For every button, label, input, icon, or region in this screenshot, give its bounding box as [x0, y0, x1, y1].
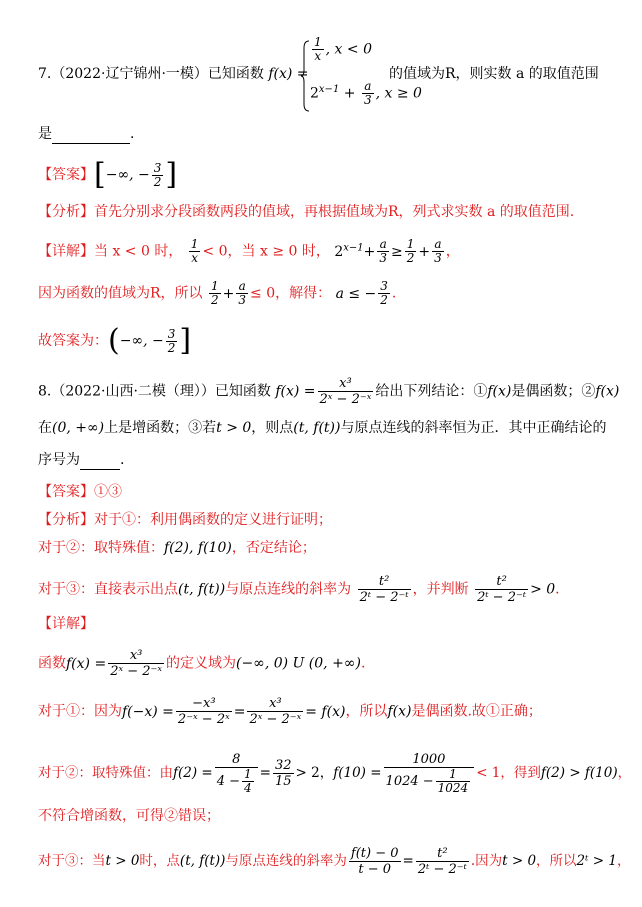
q7-source: （2022·辽宁锦州·一模） [51, 66, 208, 82]
q8-even-b: f(−x) = [122, 703, 174, 720]
q8-slope-d: (t, f(t)) [179, 853, 226, 869]
q7-stem-line1 [38, 64, 309, 84]
q7-case2-base: 2 [310, 85, 319, 102]
q8-inc-b: f(2) = [173, 765, 213, 781]
q8-stem-b: 给出下列结论：① [375, 383, 488, 400]
q8-slope-g: t > 0 [502, 853, 537, 869]
q8-inc-den3a: 1024 − [385, 774, 434, 789]
q8-stem-b3: 是偶函数；② [511, 383, 596, 400]
q7-half-num: 1 [211, 279, 219, 293]
q8-slope-den1: t − 0 [349, 861, 401, 877]
q8-even-den1: 2⁻ˣ − 2ˣ [177, 712, 230, 727]
q8-inc-den1a: 4 − [216, 774, 241, 789]
q7-line2-end: . [391, 285, 397, 302]
q8-inc-den1-num: 1 [244, 767, 252, 781]
q8-den-t-b: 2ᵗ − 2⁻ᵗ [477, 590, 527, 605]
q8-domain-end: . [360, 655, 366, 672]
q8-inc-den1-den: 4 [244, 781, 252, 795]
q7-detail-line2: 因为函数的值域为R，所以 $\frac{1}{2}$ + $\frac{a}{3}$ ≤ 0，解得： a ≤ − $\frac{3}{2}$ . [38, 279, 397, 307]
q8-analysis-3d: ，并判断 [412, 581, 469, 598]
q7-detail-end: ， [445, 243, 460, 260]
q8-analysis-3end: . [555, 581, 560, 598]
q8-stem-b2: f(x) [487, 383, 512, 400]
q8-analysis-line1 [38, 510, 332, 530]
q8-even-a: 对于①：因为 [38, 703, 122, 720]
q8-inc-num3: 1000 [412, 752, 446, 767]
q8-inc-line2: 不符合增函数，可得②错误； [38, 808, 220, 824]
q8-line2-a: 在 [38, 420, 52, 436]
q8-slope-e: 与原点连线的斜率为 [225, 853, 347, 869]
q8-analysis-3b: (t, f(t)) [178, 581, 226, 598]
q7-fx: f(x) = [268, 66, 309, 82]
q7-detail-f: + [418, 243, 431, 260]
q8-inc-d: f(10) = [333, 765, 382, 781]
q8-even-d: ，所以 [345, 703, 388, 720]
q7-stem-line2 [38, 124, 134, 144]
q7-detail-d: + [363, 243, 376, 260]
q8-answer-label: 【答案】 [38, 484, 94, 500]
q8-analysis-2a: 对于②：取特殊值： [38, 540, 164, 556]
q7-case1-den: x [312, 49, 324, 63]
q8-inc-line [38, 752, 631, 795]
q8-source: （2022·山西·二模（理）） [51, 383, 215, 400]
q7-detail-line: 【详解】当 x < 0 时， $\frac{1}{x}$ < 0，当 x ≥ 0 时， $2^{x-1}+$ $\frac{a}{3}$ ≥ $\frac{1}{2}$ + $\frac{a}{3}$ ， [38, 237, 460, 266]
q7-stem-end: . [130, 126, 135, 142]
q8-inc-den2: 15 [274, 774, 292, 789]
q7-detail-c: 2 [334, 243, 344, 260]
q7-answer-interval: −∞, − [105, 167, 150, 183]
q8-frac-num: x³ [339, 376, 352, 391]
q8-analysis-1: 对于①：利用偶函数的定义进行证明； [94, 512, 332, 528]
q7-answer-line: 【答案】[−∞, − $\frac{3}{2}$ ] [38, 157, 178, 192]
q7-detail-e: ≥ [391, 243, 403, 260]
q8-inc-end: ， [617, 765, 632, 781]
q8-stem-a: 已知函数 [214, 383, 271, 400]
q8-slope-end: ， [616, 853, 631, 869]
q8-inc-c: > 2， [295, 765, 334, 781]
q8-even-num2: x³ [269, 696, 282, 711]
q8-analysis-label: 【分析】 [38, 512, 94, 528]
q7-line2-c: a ≤ − [335, 285, 377, 302]
q7-line2-a: 因为函数的值域为R，所以 [38, 285, 203, 302]
q8-even-e: f(x) [387, 703, 412, 720]
q8-analysis-3a: 对于③：直接表示出点 [38, 581, 178, 598]
q8-domain-b: f(x) = [66, 655, 107, 672]
q8-line2-c: 上是增函数；③若 [104, 420, 217, 436]
q7-detail-a: 当 x < 0 时， [94, 243, 183, 260]
q8-line2-f: (t, f(t)) [293, 420, 341, 436]
q7-case2-frac-den: 3 [363, 93, 372, 108]
q7-answer-blank [52, 143, 130, 144]
q7-final-label: 故答案为： [38, 333, 108, 349]
q8-even-c: = f(x) [305, 703, 346, 720]
q8-slope-h: ，所以 [536, 853, 577, 869]
q8-slope-line: 对于③：当t > 0时，点(t, f(t))与原点连线的斜率为 $\frac{f(t) - 0}{t - 0}$ = $\frac{\text{t²}}{\text{2ᵗ − 2⁻ᵗ}}$ .因为t > 0，所以2ᵗ > 1， [38, 846, 631, 877]
q8-answer-blank [80, 469, 120, 470]
q7-stem-b: 的值域为R，则实数 a 的取值范围 [389, 66, 599, 82]
q8-slope-i: 2ᵗ > 1 [576, 853, 617, 869]
q8-inc-eq: = [259, 765, 271, 781]
q8-domain-d: (−∞, 0) U (0, +∞) [235, 655, 361, 672]
q7-stem-c: 是 [38, 126, 52, 142]
q7-case1 [310, 36, 372, 63]
q8-even-f: 是偶函数.故①正确； [411, 703, 542, 720]
q8-line2-e: ，则点 [251, 420, 294, 436]
q8-line2-d: t > 0 [216, 420, 252, 436]
q8-inc-f: f(2) > f(10) [540, 765, 618, 781]
q8-line2-g: 与原点连线的斜率恒为正．其中正确结论的 [340, 420, 607, 436]
q8-inc-e: < 1，得到 [476, 765, 541, 781]
q8-slope-eq: = [402, 853, 414, 869]
q8-stem-line3 [38, 450, 124, 470]
q8-even-line [38, 696, 542, 727]
q8-slope-a: 对于③：当 [38, 853, 106, 869]
q8-analysis-line2 [38, 538, 316, 558]
q8-line3-end: . [120, 452, 125, 468]
q8-even-den2: 2ˣ − 2⁻ˣ [249, 712, 302, 727]
q8-inc-a: 对于②：取特殊值：由 [38, 765, 173, 781]
q8-answer-line [38, 482, 122, 502]
q8-stem-line1 [38, 376, 619, 407]
q7-detail-c-exp: x−1 [343, 242, 364, 253]
q8-domain-c: 的定义域为 [165, 655, 236, 672]
q8-stem-b4: f(x) [595, 383, 620, 400]
q8-slope-b: t > 0 [105, 853, 140, 869]
q8-line3-a: 序号为 [38, 452, 80, 468]
q7-case2-exp: x−1 [318, 84, 340, 95]
q8-inc-den3-den: 1024 [437, 781, 469, 795]
q8-slope-f: .因为 [470, 853, 503, 869]
q8-analysis-line3 [38, 574, 560, 605]
q8-analysis-3c: 与原点连线的斜率为 [225, 581, 352, 598]
q7-half-den: 2 [211, 293, 219, 307]
q8-t2-b: t² [496, 574, 507, 589]
q8-even-eq: = [233, 703, 246, 720]
q7-detail-label: 【详解】 [38, 243, 94, 260]
q7-case2 [310, 80, 422, 107]
q7-answer-num: 3 [153, 160, 162, 175]
q8-number: 8. [38, 383, 52, 400]
q7-answer-label: 【答案】 [38, 167, 94, 183]
q8-slope-c: 时，点 [139, 853, 180, 869]
q8-inc-num2: 32 [274, 758, 292, 773]
q8-stem-line2 [38, 418, 606, 438]
q8-line2-b: (0, +∞) [52, 420, 105, 436]
q8-domain-line: 函数f(x) = $\frac{\text{x³}}{\text{2ˣ − 2⁻ˣ}}$ 的定义域为(−∞, 0) U (0, +∞). [38, 648, 366, 679]
q8-analysis-3e: > 0 [530, 581, 556, 598]
q7-final-line: 故答案为：(−∞, − $\frac{3}{2}$ ] [38, 323, 192, 358]
q8-domain-a: 函数 [38, 655, 66, 672]
q7-case1-num: 1 [314, 35, 322, 49]
q8-analysis-2b: f(2), f(10) [164, 540, 232, 556]
q8-slope-num1: f(t) − 0 [350, 846, 399, 861]
q8-fx: f(x) = [275, 383, 316, 400]
q7-stem-a: 已知函数 [207, 66, 264, 82]
q7-case2-frac-num: a [364, 79, 372, 94]
q8-t2-a: t² [378, 574, 390, 589]
q7-analysis-label: 【分析】 [38, 204, 94, 220]
q7-analysis-line [38, 202, 574, 222]
q7-line2-b: ≤ 0，解得： [250, 285, 332, 302]
q8-frac-den: 2ˣ − 2⁻ˣ [319, 392, 372, 407]
q8-even-num1: −x³ [192, 696, 216, 711]
q7-case2-cond: , x ≥ 0 [375, 85, 422, 102]
q8-answer-text: ①③ [94, 484, 122, 500]
q8-inc-den3-num: 1 [449, 767, 457, 781]
q7-answer-den: 2 [153, 174, 162, 189]
q7-number: 7. [38, 66, 52, 82]
q7-case1-cond: , x < 0 [325, 41, 372, 58]
q8-detail-label: 【详解】 [38, 616, 94, 632]
q7-piecewise-brace [300, 40, 310, 112]
q8-inc-num1: 8 [232, 752, 241, 767]
q8-analysis-2c: ，否定结论； [231, 540, 316, 556]
q7-analysis-text: 首先分别求分段函数两段的值域，再根据值域为R，列式求实数 a 的取值范围. [94, 204, 575, 220]
q7-case2-plus: + [339, 85, 360, 102]
q7-detail-b: < 0，当 x ≥ 0 时， [202, 243, 330, 260]
q8-den-t-a: 2ᵗ − 2⁻ᵗ [359, 590, 409, 605]
